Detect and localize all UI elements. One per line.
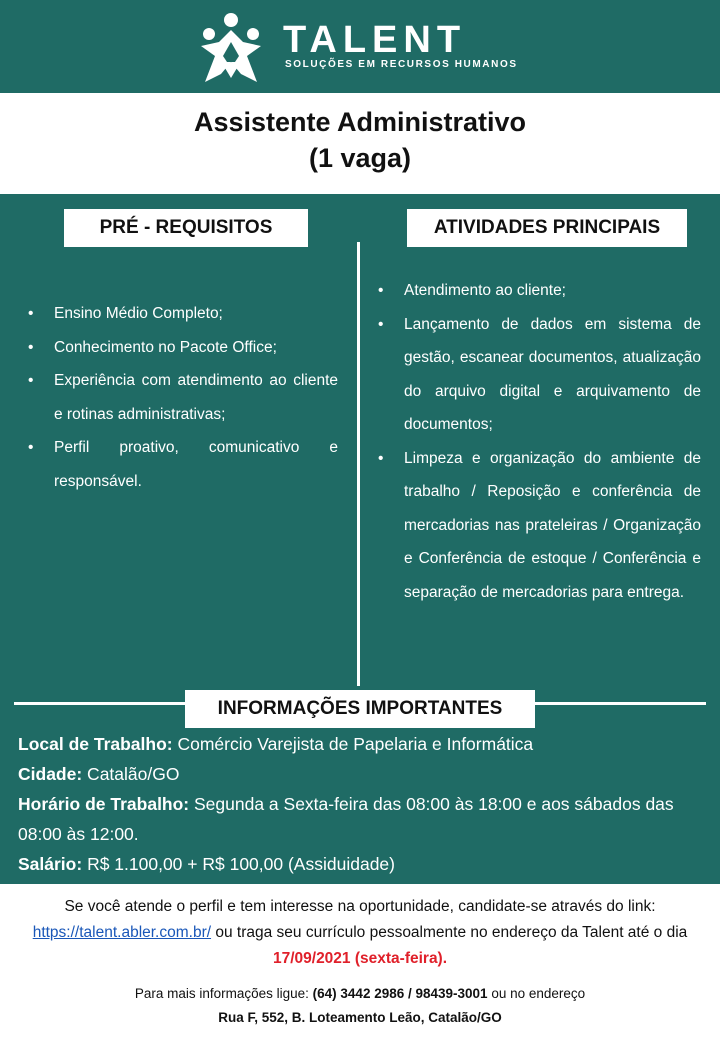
- phone-numbers: (64) 3442 2986 / 98439-3001: [312, 986, 488, 1001]
- job-title: Assistente Administrativo: [193, 107, 527, 137]
- main-section: [0, 194, 720, 884]
- contact-info: Para mais informações ligue: (64) 3442 2986 / 98439-3001 ou no endereço Rua F, 552, B. Loteamento Leão, Catalão/GO: [134, 986, 586, 1025]
- bullet-icon: •: [378, 282, 384, 299]
- bullet-icon: •: [28, 372, 34, 389]
- talent-logo-icon: [197, 12, 265, 84]
- list-item: • Ensino Médio Completo;: [24, 297, 338, 331]
- bullet-icon: •: [378, 449, 384, 467]
- activities-heading: ATIVIDADES PRINCIPAIS: [407, 209, 687, 247]
- bullet-icon: •: [28, 338, 34, 356]
- bullet-icon: •: [28, 439, 34, 456]
- brand-tagline: SOLUÇÕES EM RECURSOS HUMANOS: [285, 59, 518, 70]
- bullet-icon: •: [28, 305, 34, 322]
- job-title-block: [0, 93, 720, 194]
- footer: [0, 884, 720, 1040]
- list-item: • Experiência com atendimento ao cliente e rotinas administrativas;: [24, 364, 338, 431]
- bullet-icon: •: [378, 315, 384, 333]
- info-salary: Salário: R$ 1.100,00 + R$ 100,00 (Assiduidade): [18, 854, 395, 874]
- apply-link[interactable]: https://talent.abler.com.br/: [32, 924, 212, 941]
- apply-instructions: Se você atende o perfil e tem interesse na oportunidade, candidate-se através do link: https://talent.abler.com.br/ ou traga seu currículo pessoalmente no endereço da Talent até o dia 17/09/2021 (sexta-feira).: [32, 898, 688, 967]
- requirements-list: [24, 297, 338, 498]
- address: Rua F, 552, B. Loteamento Leão, Catalão/GO: [218, 1010, 502, 1025]
- info-schedule: Horário de Trabalho: Segunda a Sexta-feira das 08:00 às 18:00 e aos sábados das 08:00 às 12:00.: [18, 794, 674, 844]
- info-block: [18, 729, 708, 879]
- info-city: Cidade: Catalão/GO: [18, 764, 180, 784]
- requirements-heading: PRÉ - REQUISITOS: [64, 209, 308, 247]
- column-divider: [357, 242, 360, 686]
- list-item: • Atendimento ao cliente;: [374, 274, 701, 308]
- activities-list: [374, 274, 701, 609]
- header: [0, 0, 720, 93]
- list-item: • Conhecimento no Pacote Office;: [24, 331, 338, 365]
- list-item: • Perfil proativo, comunicativo e responsável.: [24, 431, 338, 498]
- job-vacancies: (1 vaga): [308, 143, 412, 173]
- info-heading: INFORMAÇÕES IMPORTANTES: [185, 690, 535, 728]
- list-item: • Limpeza e organização do ambiente de trabalho / Reposição e conferência de mercadorias nas prateleiras / Organização e Conferência de estoque / Conferência e separação de mercadorias para entrega.: [374, 442, 701, 610]
- brand-name: TALENT: [283, 19, 467, 61]
- list-item: • Lançamento de dados em sistema de gestão, escanear documentos, atualização do arquivo digital e arquivamento de documentos;: [374, 308, 701, 442]
- deadline: 17/09/2021 (sexta-feira).: [272, 950, 448, 967]
- info-location: Local de Trabalho: Comércio Varejista de Papelaria e Informática: [18, 734, 534, 754]
